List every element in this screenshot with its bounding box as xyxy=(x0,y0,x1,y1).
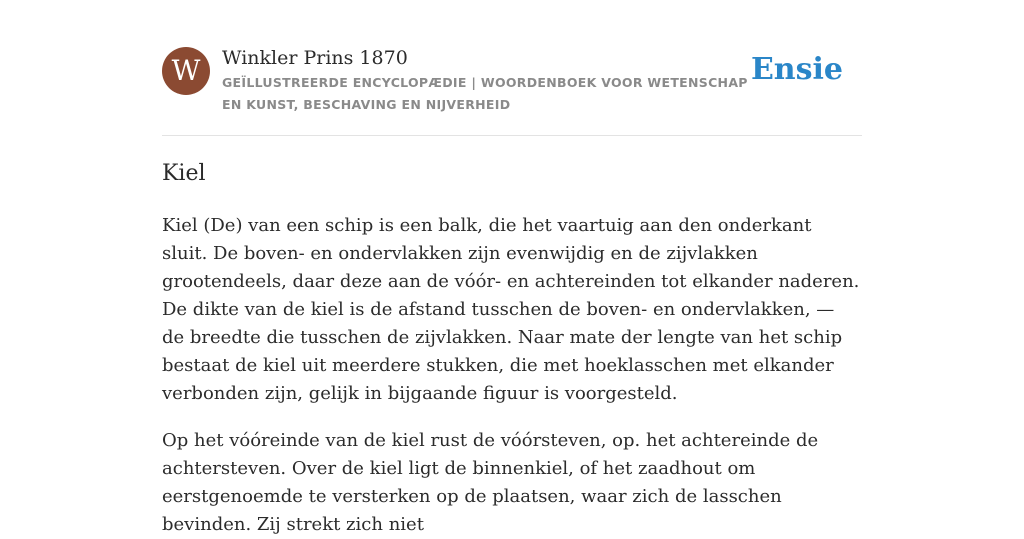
divider xyxy=(162,135,862,136)
source-title[interactable]: Winkler Prins 1870 xyxy=(222,47,408,69)
source-subtitle: GEÏLLUSTREERDE ENCYCLOPÆDIE | WOORDENBOEK VOOR WETENSCHAP EN KUNST, BESCHAVING EN NIJVERHEID xyxy=(222,75,748,112)
article-paragraph: Op het vóóreinde van de kiel rust de vóórsteven, op. het achtereinde de achtersteven. Over de kiel ligt de binnenkiel, of het zaadhout om eerstgenoemde te versterken op de plaatsen, waar zich de lasschen bevinden. Zij strekt zich niet xyxy=(162,430,819,535)
article-paragraph: Kiel (De) van een schip is een balk, die het vaartuig aan den onderkant sluit. De boven- en ondervlakken zijn evenwijdig en de zijvlakken grootendeels, daar deze aan de vóór- en achtereinden tot elkander naderen. De dikte van de kiel is de afstand tusschen de boven- en ondervlakken, — de breedte die tusschen de zijvlakken. Naar mate der lengte van het schip bestaat de kiel uit meerdere stukken, die met hoeklasschen met elkander verbonden zijn, gelijk in bijgaande figuur is voorgesteld. xyxy=(162,215,860,404)
avatar[interactable]: W xyxy=(162,47,210,95)
ensie-logo[interactable]: Ensie xyxy=(750,52,843,87)
article-title: Kiel xyxy=(162,161,206,186)
article xyxy=(162,158,862,539)
source-header xyxy=(162,46,862,116)
